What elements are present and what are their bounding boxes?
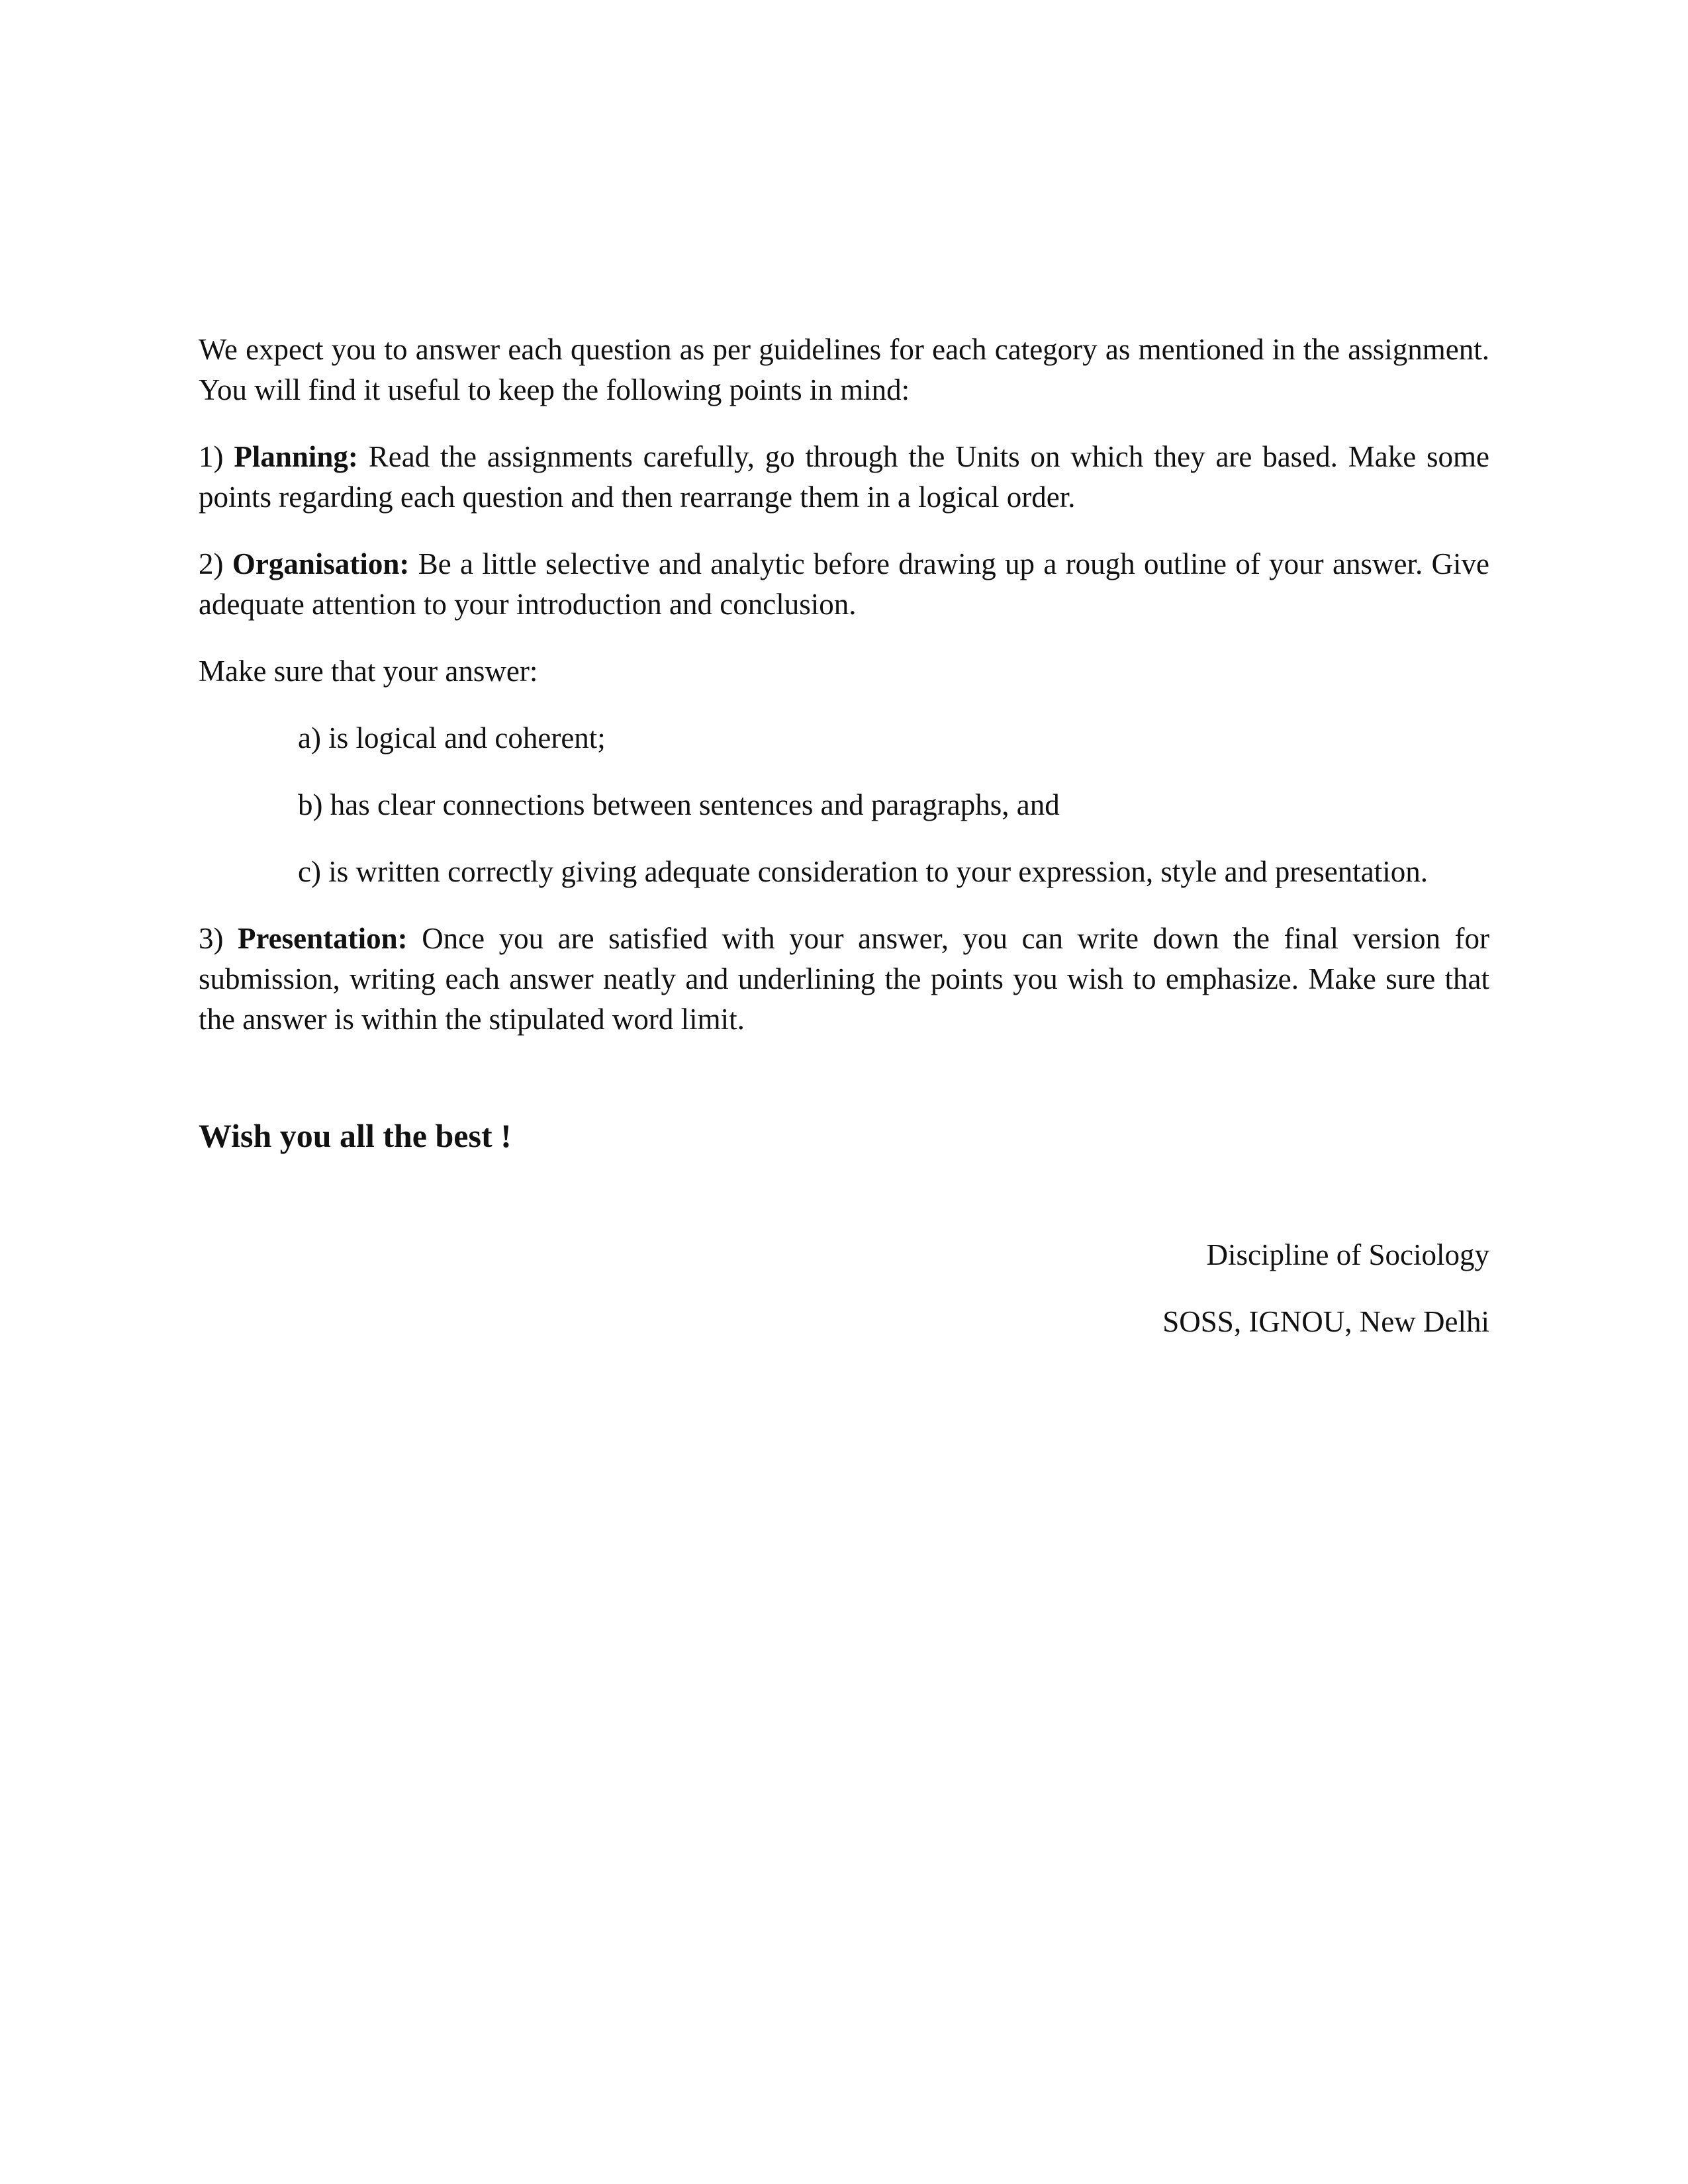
point-number: 2)	[199, 547, 224, 580]
document-body	[199, 330, 1489, 1342]
point-heading: Presentation:	[238, 922, 408, 955]
point-planning	[199, 437, 1489, 518]
point-presentation	[199, 919, 1489, 1040]
point-number: 3)	[199, 922, 224, 955]
intro-paragraph: We expect you to answer each question as per guidelines for each category as mentioned in the assignment. You will find it useful to keep the following points in mind:	[199, 333, 1489, 406]
point-heading: Organisation:	[232, 547, 410, 580]
checklist-item-a: a) is logical and coherent;	[298, 721, 606, 754]
point-text: Read the assignments carefully, go through the Units on which they are based. Make some points regarding each question and then rearrange them in a logical order.	[199, 440, 1490, 514]
checklist-item-c: c) is written correctly giving adequate consideration to your expression, style and presentation.	[298, 855, 1428, 888]
point-number: 1)	[199, 440, 224, 473]
closing-line: Wish you all the best !	[199, 1117, 512, 1154]
point-heading: Planning:	[234, 440, 358, 473]
checklist-item-b: b) has clear connections between sentences and paragraphs, and	[298, 788, 1060, 821]
point-organisation	[199, 544, 1489, 625]
point-text: Once you are satisfied with your answer, you can write down the final version for submission, writing each answer neatly and underlining the points you wish to emphasize. Make sure that the answer is within the stipulated word limit.	[199, 922, 1490, 1036]
checklist-lead: Make sure that your answer:	[199, 655, 538, 688]
signature-institution: SOSS, IGNOU, New Delhi	[1162, 1305, 1489, 1338]
point-text: Be a little selective and analytic before drawing up a rough outline of your answer. Give adequate attention to your introduction and conclusion.	[199, 547, 1490, 621]
signature-department: Discipline of Sociology	[1206, 1238, 1489, 1271]
